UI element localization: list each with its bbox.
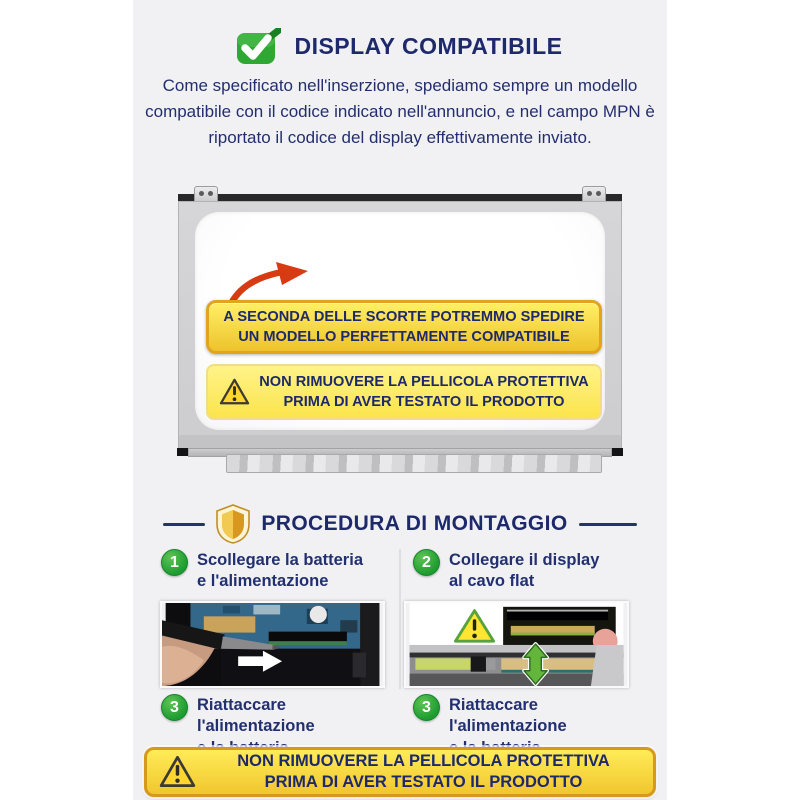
step2-photo-connector — [404, 601, 629, 688]
stock-note — [206, 300, 602, 354]
warning-triangle-icon — [219, 378, 250, 406]
shield-icon — [216, 504, 250, 544]
step-2 — [413, 549, 653, 593]
warning-triangle-icon — [159, 755, 196, 789]
procedure-title: PROCEDURA DI MONTAGGIO — [261, 512, 568, 535]
step1-photo-motherboard — [160, 601, 385, 688]
film-note-line1: NON RIMUOVERE LA PELLICOLA PROTETTIVA — [259, 373, 589, 390]
film-note-line2: PRIMA DI AVER TESTATO IL PRODOTTO — [283, 394, 565, 410]
step-1-text-line2: e l'alimentazione — [197, 572, 329, 591]
panel-top-strip — [178, 194, 622, 201]
stock-note-line1: A SECONDA DELLE SCORTE POTREMMO SPEDIRE — [223, 308, 585, 325]
motherboard-photo-graphic — [162, 603, 383, 686]
page-title: DISPLAY COMPATIBILE — [294, 32, 563, 59]
procedure-heading — [133, 501, 667, 547]
header — [133, 24, 667, 68]
footer-warning-line2: PRIMA DI AVER TESTATO IL PRODOTTO — [264, 773, 583, 791]
step-2-badge: 2 — [413, 549, 440, 576]
product-infographic — [133, 0, 667, 800]
heading-rule-right — [579, 523, 637, 526]
step-1-badge: 1 — [161, 549, 188, 576]
green-check-icon — [237, 28, 281, 65]
lcd-panel-photo — [178, 186, 622, 473]
step-1 — [161, 549, 401, 593]
gold-ribbon-cable — [204, 616, 256, 632]
step-3-left-text-line1: Riattaccare l'alimentazione — [197, 696, 315, 736]
stock-note-line2: UN MODELLO PERFETTAMENTE COMPATIBILE — [238, 329, 570, 345]
film-warning-note — [206, 364, 602, 420]
heading-rule-left — [163, 523, 205, 526]
step-1-text-line1: Scollegare la batteria — [197, 551, 363, 569]
step-3-right-badge: 3 — [413, 694, 440, 721]
step-2-text-line2: al cavo flat — [449, 572, 535, 591]
connector-photo-graphic — [406, 603, 627, 686]
lcd-bottom-edge — [410, 645, 624, 686]
step-2-text-line1: Collegare il display — [449, 551, 600, 569]
panel-foil-strip — [226, 454, 602, 473]
footer-warning-banner — [144, 747, 656, 797]
footer-warning-line1: NON RIMUOVERE LA PELLICOLA PROTETTIVA — [237, 751, 610, 770]
intro-text: Come specificato nell'inserzione, spediamo sempre un modello compatibile con il codice indicato nell'annuncio, e nel campo MPN è riportato il codice del display effettivamente inviato. — [145, 76, 655, 147]
step-3-right-text-line1: Riattaccare l'alimentazione — [449, 696, 567, 736]
battery-area — [221, 649, 360, 686]
step-3-left-badge: 3 — [161, 694, 188, 721]
